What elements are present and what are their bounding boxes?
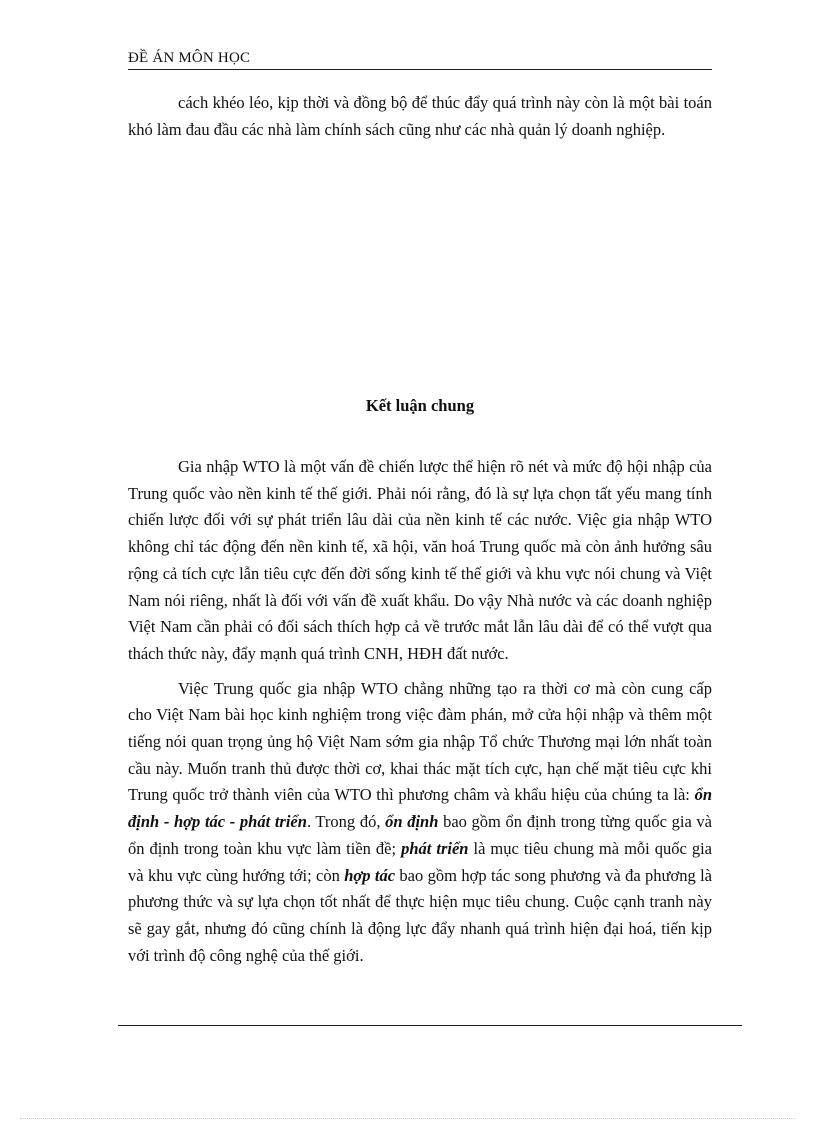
term-stability: ổn định: [385, 812, 439, 832]
page-header: [128, 50, 712, 70]
paragraph-2-part-1: Việc Trung quốc gia nhập WTO chẳng những tạo ra thời cơ mà còn cung cấp cho Việt Nam bài học kinh nghiệm trong việc đàm phán, mở cửa hội nhập và thêm một tiếng nói quan trọng ủng hộ Việt Nam sớm gia nhập Tổ chức Thương mại lớn nhất toàn cầu này. Muốn tranh thủ được thời cơ, khai thác mặt tích cực, hạn chế mặt tiêu cực khi Trung quốc trở thành viên của WTO thì phương châm và khẩu hiệu của chúng ta là:: [128, 678, 712, 805]
intro-block: [128, 90, 712, 143]
paragraph-2: [128, 676, 712, 970]
term-development: phát triển: [401, 838, 469, 858]
conclusion-body: [128, 454, 712, 969]
intro-paragraph: cách khéo léo, kịp thời và đồng bộ để thúc đẩy quá trình này còn là một bài toán khó làm đau đầu các nhà làm chính sách cũng như các nhà quản lý doanh nghiệp.: [128, 93, 712, 139]
motto-emphasis: ổn định - hợp tác - phát triển: [128, 785, 712, 832]
paragraph-2-part-2: . Trong đó,: [306, 812, 386, 832]
paragraph-2-part-3: bao gồm ổn định trong từng quốc gia và ổn định trong toàn khu vực làm tiền đề;: [128, 812, 713, 858]
page-edge-divider: [20, 1118, 796, 1119]
paragraph-1: Gia nhập WTO là một vấn đề chiến lược thể hiện rõ nét và mức độ hội nhập của Trung quốc vào nền kinh tế thế giới. Phải nói rằng, đó là sự lựa chọn tất yếu mang tính chiến lược đối với sự phát triển lâu dài của nền kinh tế các nước. Việc gia nhập WTO không chỉ tác động đến nền kinh tế, xã hội, văn hoá Trung quốc mà còn ảnh hưởng sâu rộng cả tích cực lẫn tiêu cực đến đời sống kinh tế thế giới và khu vực nói chung và Việt Nam nói riêng, nhất là đối với vấn đề xuất khẩu. Do vậy Nhà nước và các doanh nghiệp Việt Nam cần phải có đối sách thích hợp cả về trước mắt lẫn lâu dài để có thể vượt qua thách thức này, đẩy mạnh quá trình CNH, HĐH đất nước.: [128, 457, 712, 663]
footer-divider: [118, 1025, 742, 1026]
paragraph-2-part-4: là mục tiêu chung mà mỗi quốc gia và khu vực cùng hướng tới; còn: [128, 838, 712, 885]
section-title: Kết luận chung: [365, 396, 475, 415]
header-title: ĐỀ ÁN MÔN HỌC: [128, 50, 251, 66]
term-cooperation: hợp tác: [344, 865, 396, 885]
paragraph-2-part-5: bao gồm hợp tác song phương và đa phương là phương thức và sự lựa chọn tốt nhất để thực hiện mục tiêu chung. Cuộc cạnh tranh này sẽ gay gắt, nhưng đó cũng chính là động lực đẩy nhanh quá trình hiện đại hoá, tiến kịp với trình độ công nghệ của thế giới.: [128, 865, 712, 965]
